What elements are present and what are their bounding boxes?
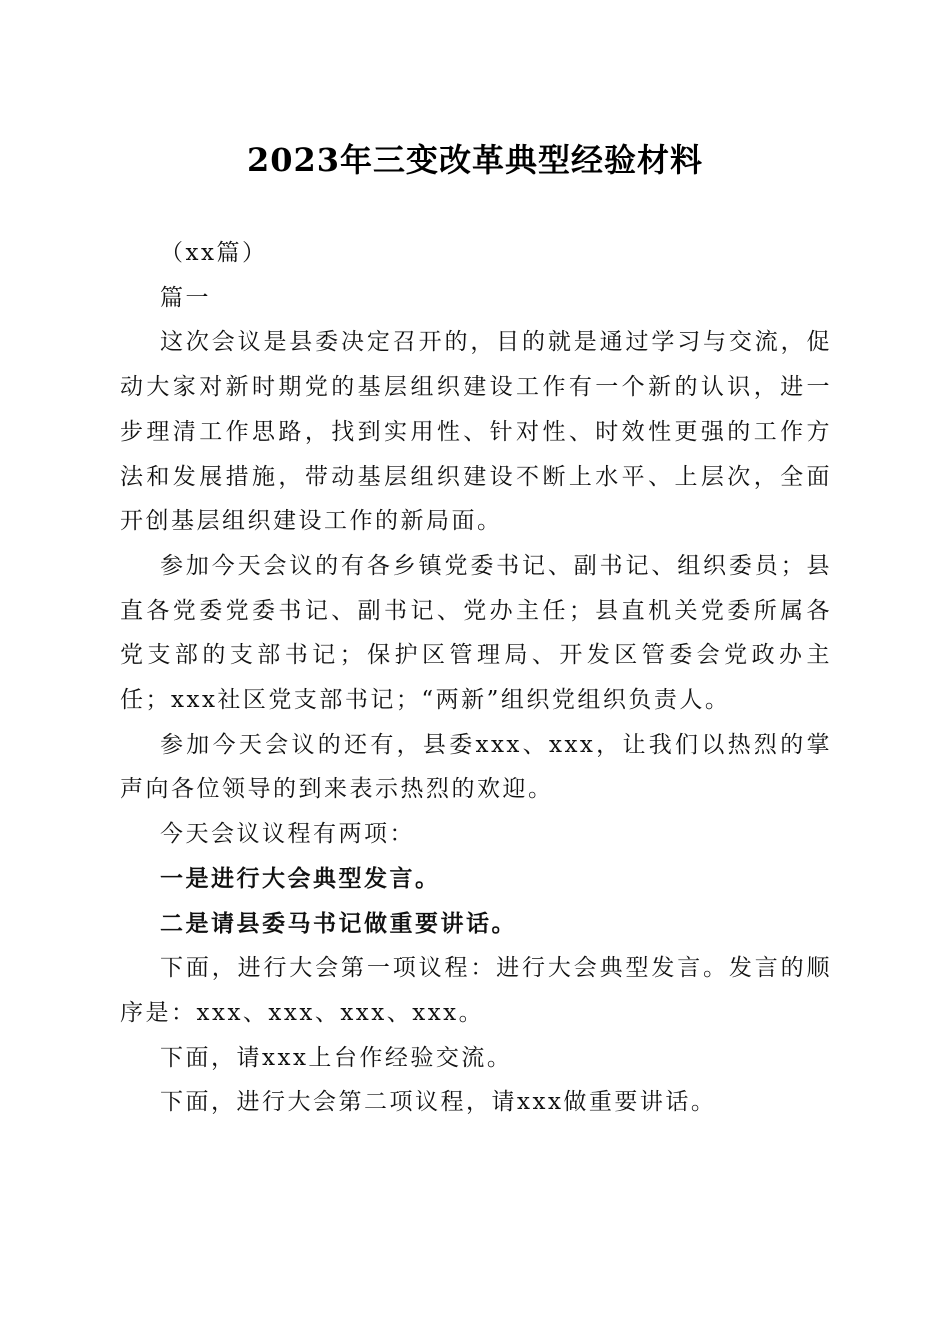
paragraph-attendees: 参加今天会议的有各乡镇党委书记、副书记、组织委员；县直各党委党委书记、副书记、党办主任；县直机关党委所属各党支部的支部书记；保护区管理局、开发区管委会党政办主任；xxx社区党支部书记；“两新”组织党组织负责人。 bbox=[120, 552, 832, 714]
paragraph-second-agenda: 下面，进行大会第二项议程，请xxx做重要讲话。 bbox=[160, 1089, 717, 1116]
paragraph-agenda-item-two: 二是请县委马书记做重要讲话。 bbox=[160, 909, 517, 937]
paragraph-series-note: （xx篇） bbox=[160, 240, 268, 266]
paragraph-agenda-intro: 今天会议议程有两项： bbox=[160, 821, 415, 848]
paragraph-agenda-item-one: 一是进行大会典型发言。 bbox=[160, 864, 441, 892]
document-body bbox=[120, 231, 832, 1125]
paragraph-meeting-purpose: 这次会议是县委决定召开的，目的就是通过学习与交流，促动大家对新时期党的基层组织建设工作有一个新的认识，进一步理清工作思路，找到实用性、针对性、时效性更强的工作方法和发展措施，带动基层组织建设不断上水平、上层次，全面开创基层组织建设工作的新局面。 bbox=[120, 329, 832, 535]
paragraph-section-heading: 篇一 bbox=[160, 284, 211, 311]
paragraph-first-agenda-order: 下面，进行大会第一项议程：进行大会典型发言。发言的顺序是：xxx、xxx、xxx、xxx。 bbox=[120, 955, 832, 1026]
paragraph-experience-exchange: 下面，请xxx上台作经验交流。 bbox=[160, 1044, 513, 1071]
document-title: 2023年三变改革典型经验材料 bbox=[246, 141, 704, 179]
paragraph-leaders-welcome: 参加今天会议的还有，县委xxx、xxx，让我们以热烈的掌声向各位领导的到来表示热烈的欢迎。 bbox=[120, 731, 832, 803]
